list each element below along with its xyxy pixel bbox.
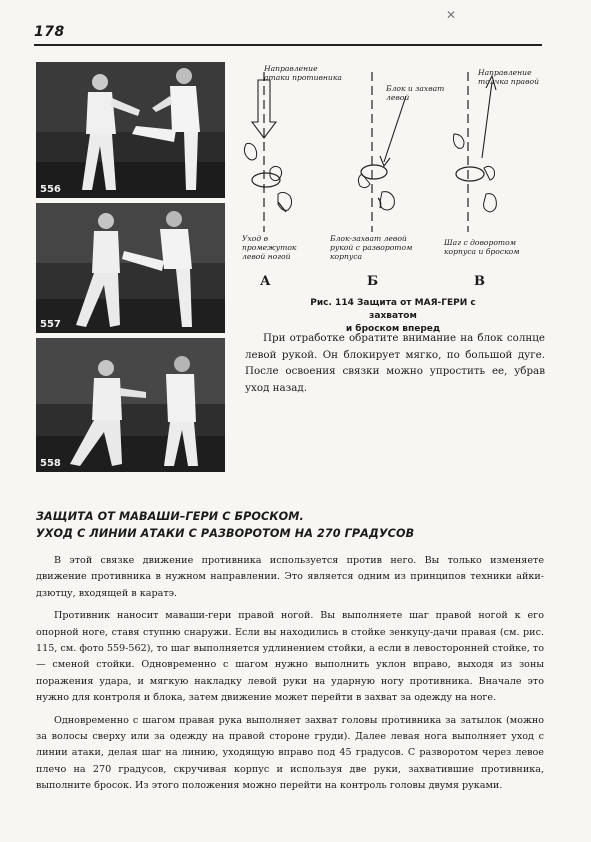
column-a-top-label: Направление атаки противника bbox=[264, 64, 342, 82]
page-number: 178 bbox=[34, 24, 65, 40]
section-title-line2: УХОД С ЛИНИИ АТАКИ С РАЗВОРОТОМ НА 270 ГРАДУСОВ bbox=[36, 527, 415, 540]
column-b-top-label: Блок и захват левой bbox=[386, 84, 445, 102]
scan-mark: ✕ bbox=[446, 8, 457, 22]
column-c-drawing bbox=[454, 72, 497, 232]
column-b-bottom-label: Блок-захват левой рукой с разворотом корпуса bbox=[330, 234, 413, 261]
body-text bbox=[36, 553, 544, 801]
body-paragraph-1: В этой связке движение противника используется против него. Вы только изменяете движение противника в нужном направлении. Это является одним из принципов техники айки-дзютцу, входящей в каратэ. bbox=[36, 555, 544, 599]
section-title-line1: ЗАЩИТА ОТ МАВАШИ–ГЕРИ С БРОСКОМ. bbox=[36, 510, 304, 523]
figure-note-paragraph: При отработке обратите внимание на блок солнце левой рукой. Он блокирует мягко, по большой дуге. После освоения связки можно упростить ее, убрав уход назад. bbox=[245, 332, 545, 394]
photo-556-image bbox=[36, 62, 225, 198]
column-a-letter: А bbox=[260, 274, 271, 289]
photo-558-image bbox=[36, 338, 225, 472]
photo-557-label: 557 bbox=[40, 319, 61, 330]
column-c-letter: В bbox=[474, 274, 485, 289]
photo-558-label: 558 bbox=[40, 458, 61, 469]
column-c-bottom-label: Шаг с доворотом корпуса и броском bbox=[444, 238, 520, 256]
column-b-letter: Б bbox=[367, 274, 379, 289]
figure-114-diagram bbox=[234, 62, 544, 302]
photo-557 bbox=[36, 203, 225, 333]
figure-caption-line2: и броском вперед bbox=[345, 324, 441, 334]
photo-558 bbox=[36, 338, 225, 472]
section-title bbox=[36, 508, 556, 542]
header-rule bbox=[34, 44, 542, 46]
body-paragraph-3: Одновременно с шагом правая рука выполняет захват головы противника за затылок (можно за волосы сверху или за одежду на правой стороне груди). Далее левая нога выполняет уход с линии атаки, делая шаг на линию, уходящую вправо под 45 градусов. С разворотом через левое плечо на 270 градусов, скручивая корпус и используя две руки, захватившие противника, выполните бросок. Из этого положения можно перейти на контроль головы двумя руками. bbox=[36, 714, 544, 792]
column-c-top-label: Направление толчка правой bbox=[478, 68, 539, 86]
photo-556 bbox=[36, 62, 225, 198]
body-paragraph-2: Противник наносит маваши-гери правой ногой. Вы выполняете шаг правой ногой к его опорной ноге, ставя ступню снаружи. Если вы находились в стойке зенкуцу-дачи правая (см. рис. 115, см. фото 559-562), то шаг выполняется удлинением стойки, а если в левосторонней стойке, то — сменой стойки. Одновременно с шагом нужно выполнить уклон вправо, выходя из зоны поражения удара, и мягкую накладку левой руки на ударную ногу противника. Вначале это нужно для контроля и блока, затем движение может перейти в захват за одежду на ноге. bbox=[36, 610, 544, 704]
column-a-bottom-label: Уход в промежуток левой ногой bbox=[242, 234, 297, 261]
photo-557-image bbox=[36, 203, 225, 333]
photo-556-label: 556 bbox=[40, 184, 61, 195]
column-a-drawing bbox=[244, 72, 291, 232]
figure-caption-line1: Рис. 114 Защита от МАЯ-ГЕРИ с захватом bbox=[310, 298, 476, 321]
